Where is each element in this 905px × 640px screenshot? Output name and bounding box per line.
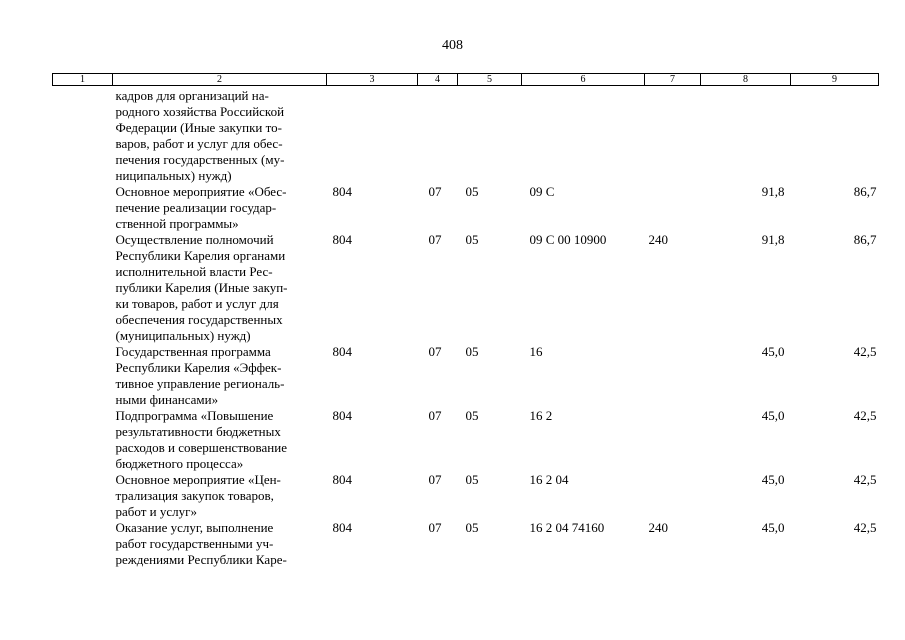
column-header: 2	[113, 74, 327, 86]
amount-year2-cell: 86,7	[853, 184, 877, 199]
section-code-cell: 07	[428, 472, 442, 487]
target-article-cell: 16 2	[529, 408, 553, 423]
column-header: 7	[645, 74, 701, 86]
section-code-cell: 07	[428, 184, 442, 199]
subsection-code-cell	[458, 86, 522, 185]
item-description-line: Республики Карелия органами	[115, 248, 286, 263]
item-description-line: исполнительной власти Рес-	[115, 264, 273, 279]
ministry-code-cell: 804	[332, 472, 352, 487]
item-description-line: бюджетного процесса»	[115, 456, 244, 471]
table-row	[53, 408, 879, 472]
item-description-line: Оказание услуг, выполнение	[115, 520, 274, 535]
item-description-cell	[53, 86, 327, 185]
item-description-line: печения государственных (му-	[115, 152, 285, 167]
ministry-code-cell	[327, 86, 418, 185]
column-header: 8	[701, 74, 791, 86]
subsection-code-cell: 05	[465, 520, 479, 535]
section-code-cell: 07	[428, 408, 442, 423]
amount-year1-cell: 45,0	[761, 344, 785, 359]
item-description-line: Республики Карелия «Эффек-	[115, 360, 282, 375]
amount-year2-cell: 42,5	[853, 520, 877, 535]
item-description-line: Основное мероприятие «Обес-	[115, 184, 287, 199]
item-description-line: реждениями Республики Каре-	[115, 552, 287, 567]
target-article-cell: 16 2 04	[529, 472, 569, 487]
subsection-code-cell: 05	[465, 184, 479, 199]
column-header: 1	[53, 74, 113, 86]
expense-type-cell	[645, 86, 701, 185]
item-description-cell	[53, 520, 327, 568]
item-description-line: печение реализации государ-	[115, 200, 277, 215]
expense-type-cell: 240	[648, 520, 668, 535]
item-description-line: работ государственными уч-	[115, 536, 274, 551]
item-description-cell	[53, 184, 327, 232]
expense-type-cell	[645, 472, 701, 520]
amount-year1-cell	[701, 86, 791, 185]
budget-table	[52, 73, 879, 568]
item-description-line: результативности бюджетных	[115, 424, 281, 439]
amount-year1-cell: 45,0	[761, 408, 785, 423]
target-article-cell: 09 С	[529, 184, 555, 199]
item-description-line: Основное мероприятие «Цен-	[115, 472, 281, 487]
item-description-line: ными финансами»	[115, 392, 219, 407]
item-description-line: Осуществление полномочий	[115, 232, 274, 247]
item-description-cell	[53, 408, 327, 472]
amount-year2-cell	[791, 86, 879, 185]
column-header: 9	[791, 74, 879, 86]
target-article-cell	[522, 86, 645, 185]
item-description-line: родного хозяйства Российской	[115, 104, 285, 119]
item-description-cell	[53, 232, 327, 344]
amount-year1-cell: 45,0	[761, 520, 785, 535]
column-header: 4	[418, 74, 458, 86]
amount-year2-cell: 86,7	[853, 232, 877, 247]
table-body	[53, 86, 879, 569]
item-description-line: Государственная программа	[115, 344, 271, 359]
amount-year2-cell: 42,5	[853, 408, 877, 423]
item-description-line: ки товаров, работ и услуг для	[115, 296, 279, 311]
amount-year1-cell: 91,8	[761, 232, 785, 247]
ministry-code-cell: 804	[332, 232, 352, 247]
amount-year1-cell: 45,0	[761, 472, 785, 487]
table-row	[53, 520, 879, 568]
ministry-code-cell: 804	[332, 184, 352, 199]
target-article-cell: 09 С 00 10900	[529, 232, 607, 247]
page-number: 408	[442, 38, 463, 53]
subsection-code-cell: 05	[465, 408, 479, 423]
column-number-row	[53, 74, 879, 86]
table-row	[53, 86, 879, 185]
column-header: 3	[327, 74, 418, 86]
expense-type-cell	[645, 184, 701, 232]
column-header: 5	[458, 74, 522, 86]
item-description-line: публики Карелия (Иные закуп-	[115, 280, 288, 295]
section-code-cell	[418, 86, 458, 185]
section-code-cell: 07	[428, 232, 442, 247]
item-description-line: трализация закупок товаров,	[115, 488, 274, 503]
section-code-cell: 07	[428, 344, 442, 359]
item-description-line: ственной программы»	[115, 216, 239, 231]
item-description-line: обеспечения государственных	[115, 312, 283, 327]
item-description-line: Подпрограмма «Повышение	[115, 408, 274, 423]
column-header: 6	[522, 74, 645, 86]
item-description-cell	[53, 344, 327, 408]
section-code-cell: 07	[428, 520, 442, 535]
target-article-cell: 16	[529, 344, 543, 359]
expense-type-cell: 240	[648, 232, 668, 247]
item-description-cell	[53, 472, 327, 520]
table-row	[53, 344, 879, 408]
amount-year1-cell: 91,8	[761, 184, 785, 199]
target-article-cell: 16 2 04 74160	[529, 520, 605, 535]
item-description-line: работ и услуг»	[115, 504, 197, 519]
item-description-line: расходов и совершенствование	[115, 440, 287, 455]
subsection-code-cell: 05	[465, 232, 479, 247]
ministry-code-cell: 804	[332, 520, 352, 535]
expense-type-cell	[645, 344, 701, 408]
amount-year2-cell: 42,5	[853, 344, 877, 359]
table-row	[53, 232, 879, 344]
subsection-code-cell: 05	[465, 472, 479, 487]
item-description-line: Федерации (Иные закупки то-	[115, 120, 282, 135]
subsection-code-cell: 05	[465, 344, 479, 359]
expense-type-cell	[645, 408, 701, 472]
amount-year2-cell: 42,5	[853, 472, 877, 487]
item-description-line: варов, работ и услуг для обес-	[115, 136, 283, 151]
ministry-code-cell: 804	[332, 344, 352, 359]
item-description-line: тивное управление региональ-	[115, 376, 285, 391]
table-row	[53, 184, 879, 232]
table-row	[53, 472, 879, 520]
item-description-line: кадров для организаций на-	[115, 88, 269, 103]
item-description-line: ниципальных) нужд)	[115, 168, 232, 183]
ministry-code-cell: 804	[332, 408, 352, 423]
item-description-line: (муниципальных) нужд)	[115, 328, 251, 343]
